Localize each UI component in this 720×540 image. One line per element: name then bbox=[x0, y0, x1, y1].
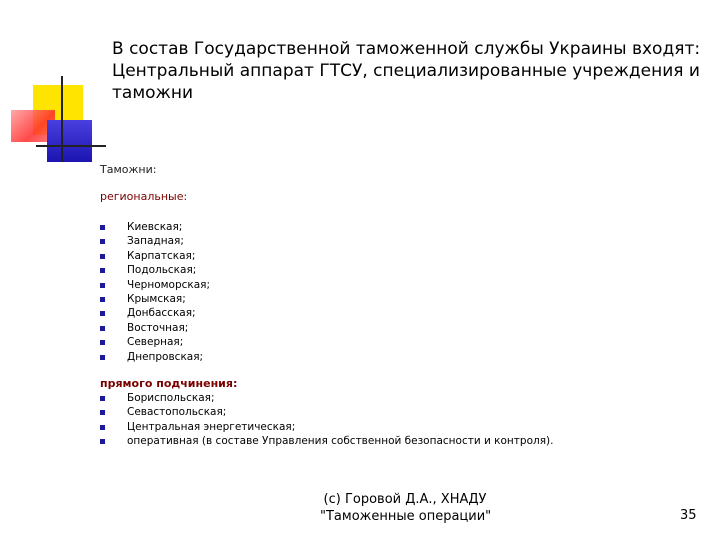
title-line-3: таможни bbox=[112, 83, 194, 103]
list-item-text: оперативная (в составе Управления собственной безопасности и контроля). bbox=[127, 435, 554, 448]
square-bullet-icon bbox=[100, 326, 105, 331]
square-bullet-icon bbox=[100, 268, 105, 273]
list-item bbox=[100, 220, 210, 234]
list-item-text: Северная; bbox=[127, 336, 184, 349]
list-item-text: Бориспольская; bbox=[127, 392, 215, 404]
list-item bbox=[100, 405, 553, 419]
list-item bbox=[100, 434, 553, 448]
list-item-text: Карпатская; bbox=[127, 249, 196, 262]
title-line-2: Центральный аппарат ГТСУ, специализированные учреждения и bbox=[112, 61, 700, 81]
list-item bbox=[100, 350, 210, 364]
list-item-text: Восточная; bbox=[127, 321, 189, 334]
direct-subordination-label: прямого подчинения: bbox=[100, 377, 238, 390]
square-bullet-icon bbox=[100, 425, 105, 430]
square-bullet-icon bbox=[100, 355, 105, 360]
slide-title bbox=[112, 38, 701, 104]
regional-label: региональные: bbox=[100, 190, 188, 203]
list-item bbox=[100, 306, 210, 320]
title-line-1: В состав Государственной таможенной службы Украины входят: bbox=[112, 39, 701, 59]
square-bullet-icon bbox=[100, 410, 105, 415]
customs-label: Таможни: bbox=[100, 163, 157, 176]
footer-author: (c) Горовой Д.А., ХНАДУ bbox=[323, 492, 487, 507]
square-bullet-icon bbox=[100, 297, 105, 302]
list-item bbox=[100, 391, 553, 405]
direct-customs-list bbox=[100, 391, 553, 449]
footer-credit bbox=[320, 491, 490, 525]
list-item bbox=[100, 420, 553, 434]
list-item-text: Донбасская; bbox=[127, 307, 196, 320]
list-item-text: Центральная энергетическая; bbox=[127, 420, 296, 433]
decor-horizontal-line bbox=[36, 145, 106, 147]
list-item bbox=[100, 263, 210, 277]
square-bullet-icon bbox=[100, 225, 105, 230]
square-bullet-icon bbox=[100, 254, 105, 259]
list-item-text: Подольская; bbox=[127, 264, 197, 277]
page-number: 35 bbox=[680, 508, 697, 523]
square-bullet-icon bbox=[100, 340, 105, 345]
list-item-text: Черноморская; bbox=[127, 278, 211, 291]
square-bullet-icon bbox=[100, 283, 105, 288]
list-item bbox=[100, 234, 210, 248]
list-item-text: Днепровская; bbox=[127, 350, 204, 363]
footer-course: "Таможенные операции" bbox=[320, 509, 492, 524]
square-bullet-icon bbox=[100, 239, 105, 244]
list-item bbox=[100, 335, 210, 349]
list-item bbox=[100, 292, 210, 306]
square-bullet-icon bbox=[100, 396, 105, 401]
decor-blue-square bbox=[47, 120, 92, 162]
list-item bbox=[100, 249, 210, 263]
list-item-text: Киевская; bbox=[127, 221, 183, 233]
decor-vertical-line bbox=[61, 76, 63, 162]
list-item bbox=[100, 321, 210, 335]
list-item-text: Западная; bbox=[127, 235, 184, 248]
square-bullet-icon bbox=[100, 311, 105, 316]
list-item-text: Севастопольская; bbox=[127, 406, 227, 419]
square-bullet-icon bbox=[100, 439, 105, 444]
list-item bbox=[100, 278, 210, 292]
regional-customs-list bbox=[100, 220, 210, 364]
list-item-text: Крымская; bbox=[127, 292, 186, 305]
